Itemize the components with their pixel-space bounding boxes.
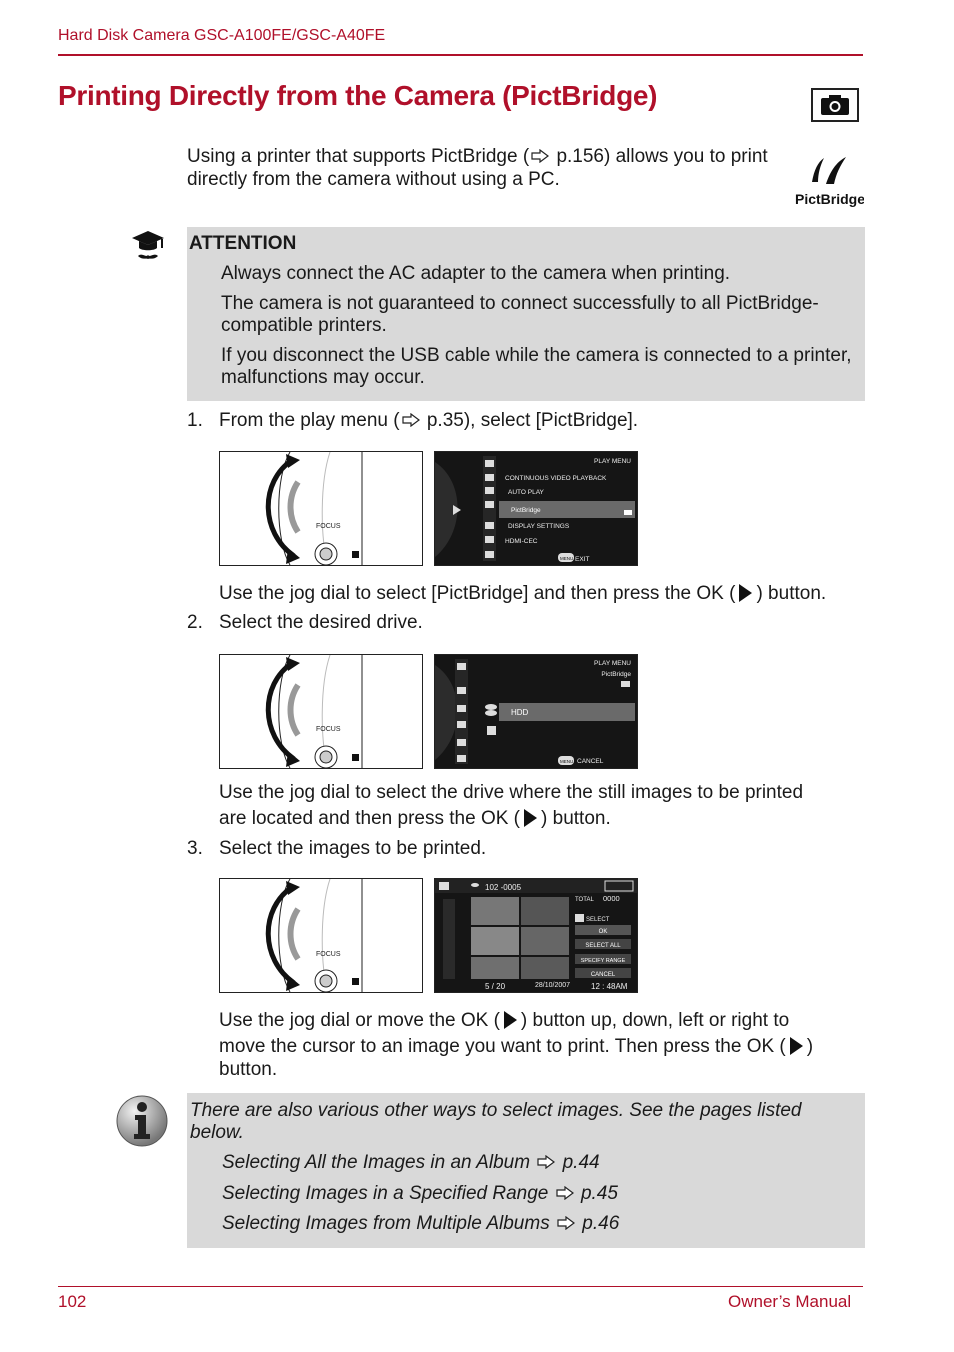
header-rule: [58, 54, 863, 56]
page-title: Printing Directly from the Camera (PictBridge): [58, 80, 658, 111]
specify-range-option: SPECIFY RANGE: [580, 958, 626, 964]
arrow-reference-icon[interactable]: [537, 1155, 555, 1169]
total-label: TOTAL: [575, 897, 594, 903]
page-number: 102: [58, 1292, 87, 1311]
play-triangle-icon: [504, 1011, 517, 1029]
note-item: Selecting Images in a Specified Range p.45: [222, 1183, 618, 1204]
menu-item: CONTINUOUS VIDEO PLAYBACK: [505, 475, 607, 482]
ok-option: OK: [598, 929, 608, 935]
step-3: 3. Select the images to be printed.: [187, 838, 487, 859]
pictbridge-logo-text: PictBridge: [795, 191, 864, 207]
total-value: 0000: [603, 894, 620, 903]
footer-rule: [58, 1286, 863, 1287]
play-menu-screen: [434, 451, 638, 566]
note-item: Selecting All the Images in an Album p.44: [222, 1152, 600, 1173]
attention-item: The camera is not guaranteed to connect successfully to all PictBridge-compatible printers.: [221, 293, 819, 336]
play-triangle-icon: [524, 809, 537, 827]
attention-heading: ATTENTION: [189, 233, 297, 254]
arrow-reference-icon[interactable]: [556, 1186, 574, 1200]
step-2-caption: Use the jog dial to select the drive where the still images to be printed are located and then press the OK ( ) button.: [219, 782, 804, 829]
graduate-cap-icon: [130, 228, 166, 264]
cancel-label: CANCEL: [577, 758, 604, 765]
date-stamp: 28/10/2007: [535, 982, 571, 989]
jog-dial-figure: [219, 878, 423, 993]
intro-paragraph: Using a printer that supports PictBridge ( p.156) allows you to print directly from the camera without using a PC.: [187, 146, 768, 190]
pictbridge-logo: [790, 152, 864, 210]
menu-item: AUTO PLAY: [508, 489, 544, 496]
step-2: 2. Select the desired drive.: [187, 612, 423, 633]
drive-select-screen: [434, 654, 638, 769]
attention-item: If you disconnect the USB cable while the camera is connected to a printer, malfunctions may occur.: [221, 345, 852, 388]
step-1-caption: Use the jog dial to select [PictBridge] and then press the OK ( ) button.: [219, 583, 827, 604]
jog-dial-figure: [219, 451, 423, 566]
menu-item: DISPLAY SETTINGS: [508, 523, 570, 530]
menu-item-selected: PictBridge: [511, 507, 541, 514]
menu-sub-header: PictBridge: [601, 671, 631, 678]
dial-label: FOCUS: [316, 951, 341, 958]
exit-label: EXIT: [575, 556, 590, 563]
running-head: Hard Disk Camera GSC-A100FE/GSC-A40FE: [58, 27, 386, 44]
menu-button-label: MENU: [560, 556, 574, 561]
note-intro: There are also various other ways to select images. See the pages listed below.: [190, 1100, 802, 1143]
image-select-screen: [434, 878, 638, 993]
step-1: 1. From the play menu ( p.35), select [PictBridge].: [187, 410, 639, 431]
select-label: SELECT: [586, 917, 610, 923]
drive-option: HDD: [511, 708, 529, 717]
play-triangle-icon: [790, 1037, 803, 1055]
time-stamp: 12 : 48AM: [591, 982, 628, 991]
menu-header: PLAY MENU: [594, 660, 631, 667]
info-icon: [115, 1094, 169, 1148]
arrow-reference-icon[interactable]: [531, 149, 549, 163]
menu-item: HDMI-CEC: [505, 538, 538, 545]
image-counter: 5 / 20: [485, 982, 506, 991]
cancel-option: CANCEL: [590, 972, 616, 978]
folder-number: 102 -0005: [485, 883, 522, 892]
still-camera-icon: [811, 88, 859, 122]
note-item: Selecting Images from Multiple Albums p.46: [222, 1213, 620, 1234]
menu-button-label: MENU: [560, 759, 574, 764]
dial-label: FOCUS: [316, 523, 341, 530]
arrow-reference-icon[interactable]: [557, 1216, 575, 1230]
dial-label: FOCUS: [316, 726, 341, 733]
menu-header: PLAY MENU: [594, 458, 631, 465]
play-triangle-icon: [739, 584, 752, 602]
arrow-reference-icon[interactable]: [402, 413, 420, 427]
step-3-caption: Use the jog dial or move the OK ( ) button up, down, left or right to move the cursor to an image you want to print. Then press the OK ( ) button.: [219, 1010, 814, 1080]
jog-dial-figure: [219, 654, 423, 769]
manual-name: Owner’s Manual: [728, 1292, 852, 1311]
attention-item: Always connect the AC adapter to the camera when printing.: [221, 263, 731, 284]
select-all-option: SELECT ALL: [585, 943, 621, 949]
